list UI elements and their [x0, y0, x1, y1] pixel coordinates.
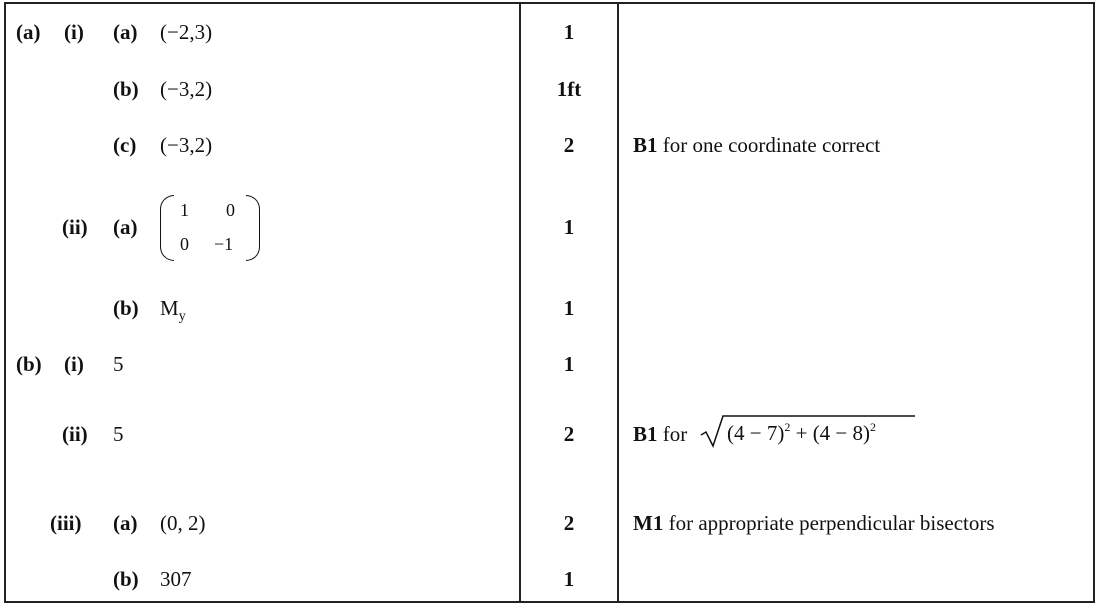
radicand [727, 420, 877, 445]
item-label: (a) [113, 20, 138, 44]
mark-value: 1 [563, 296, 575, 320]
exponent: 2 [870, 420, 877, 434]
item-label: (b) [113, 296, 139, 320]
guidance-text [633, 135, 880, 156]
item-label: (b) [113, 77, 139, 101]
guidance-code: B1 [633, 422, 658, 446]
answer-text [160, 296, 186, 324]
answer-text: (−2,3) [160, 20, 213, 44]
subpart-label: (i) [64, 20, 84, 44]
column-divider-marks [519, 2, 521, 603]
mark-value: 1 [563, 215, 575, 239]
guidance-text [633, 424, 687, 445]
answer-text: 307 [160, 567, 192, 591]
mark-value: 2 [563, 422, 575, 446]
reflection-matrix [160, 195, 260, 261]
guidance-code: M1 [633, 511, 664, 535]
guidance-text [633, 513, 995, 534]
part-label: (a) [16, 20, 41, 44]
exponent: 2 [784, 420, 791, 434]
item-label: (a) [113, 511, 138, 535]
matrix-cell: −1 [214, 234, 234, 254]
mark-value: 1 [563, 20, 575, 44]
subpart-label: (ii) [62, 422, 88, 446]
subpart-label: (ii) [62, 215, 88, 239]
answer-text: (−3,2) [160, 77, 213, 101]
matrix-right-bracket [246, 195, 260, 261]
column-divider-guidance [617, 2, 619, 603]
answer-text: (0, 2) [160, 511, 206, 535]
guidance-description: for one coordinate correct [662, 133, 881, 157]
guidance-description: for appropriate perpendicular bisectors [668, 511, 995, 535]
subpart-label: (i) [64, 352, 84, 376]
distance-formula [697, 413, 917, 449]
guidance-code: B1 [633, 133, 658, 157]
mark-value: 1ft [556, 77, 582, 101]
answer-subscript: y [178, 309, 186, 324]
item-label: (a) [113, 215, 138, 239]
matrix-left-bracket [160, 195, 174, 261]
matrix-cell: 1 [180, 200, 189, 220]
part-label: (b) [16, 352, 42, 376]
matrix-cell: 0 [226, 200, 235, 220]
mark-value: 2 [563, 511, 575, 535]
mark-value: 2 [563, 133, 575, 157]
item-label: (c) [113, 133, 137, 157]
answer-text: (−3,2) [160, 133, 213, 157]
plus-sign: + [795, 421, 808, 445]
mark-value: 1 [563, 567, 575, 591]
guidance-description: for [662, 422, 688, 446]
answer-main: M [160, 296, 179, 320]
squared-term: (4 − 8) [812, 421, 871, 445]
mark-value: 1 [563, 352, 575, 376]
answer-text: 5 [113, 422, 124, 446]
matrix-cell: 0 [180, 234, 189, 254]
subpart-label: (iii) [50, 511, 82, 535]
answer-text: 5 [113, 352, 124, 376]
squared-term: (4 − 7) [727, 421, 785, 445]
item-label: (b) [113, 567, 139, 591]
